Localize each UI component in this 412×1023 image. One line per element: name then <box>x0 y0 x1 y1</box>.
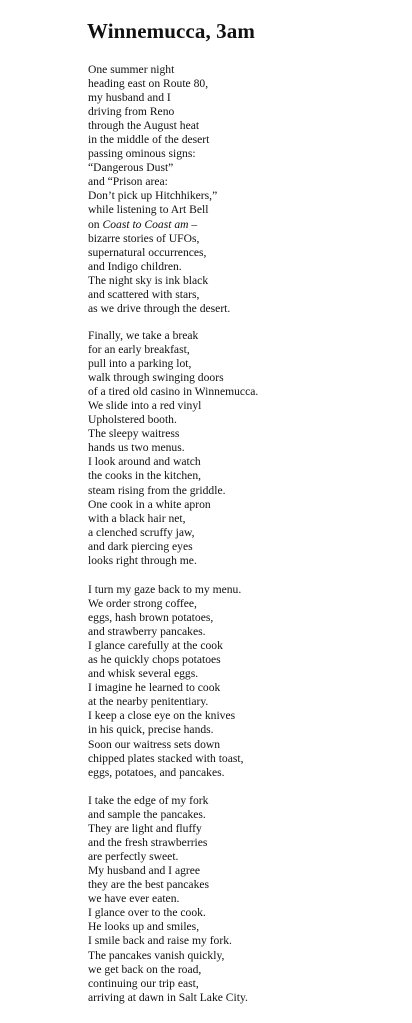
poem-line: One summer night <box>88 63 175 76</box>
poem-line: walk through swinging doors <box>88 371 224 385</box>
poem-line: and Indigo children. <box>88 259 182 273</box>
poem-line: passing ominous signs: <box>88 147 196 161</box>
poem-line: My husband and I agree <box>88 864 201 878</box>
poem-line: they are the best pancakes <box>88 878 210 892</box>
poem-line: as he quickly chops potatoes <box>88 653 221 667</box>
poem-line: bizarre stories of UFOs, <box>88 231 200 245</box>
poem-line: We slide into a red vinyl <box>88 399 202 413</box>
poem-line: as we drive through the desert. <box>88 301 231 315</box>
poem-line-with-title <box>88 218 230 232</box>
poem-line: for an early breakfast, <box>88 343 190 357</box>
poem-line: Soon our waitress sets down <box>88 737 221 751</box>
poem-line: The night sky is ink black <box>88 273 209 287</box>
poem-line: with a black hair net, <box>88 511 186 525</box>
poem-line: “Dangerous Dust” <box>88 161 174 175</box>
poem-line: driving from Reno <box>88 105 175 119</box>
poem-line: of a tired old casino in Winnemucca. <box>88 385 259 399</box>
poem-line: The pancakes vanish quickly, <box>88 948 225 962</box>
poem-line: One cook in a white apron <box>88 497 211 511</box>
poem-line: eggs, potatoes, and pancakes. <box>88 765 225 779</box>
poem-title: Winnemucca, 3am <box>87 19 255 43</box>
poem-line: I imagine he learned to cook <box>88 681 221 695</box>
poem-line: we get back on the road, <box>88 962 202 976</box>
poem-line: and strawberry pancakes. <box>88 625 206 639</box>
poem-line: and the fresh strawberries <box>88 836 208 850</box>
poem-line: They are light and fluffy <box>88 822 202 836</box>
poem-line: in his quick, precise hands. <box>88 723 214 737</box>
poem-line: Don’t pick up Hitchhikers,” <box>88 189 218 203</box>
poem-line: continuing our trip east, <box>88 976 199 990</box>
poem-line: looks right through me. <box>88 553 197 567</box>
poem-line: eggs, hash brown potatoes, <box>88 611 214 625</box>
poem-line: hands us two menus. <box>88 441 185 455</box>
poem-line: I smile back and raise my fork. <box>88 934 232 948</box>
poem-line: chipped plates stacked with toast, <box>88 751 244 765</box>
poem-line: Upholstered booth. <box>88 413 177 427</box>
stanza-3 <box>88 583 244 780</box>
poem-line: He looks up and smiles, <box>88 920 200 934</box>
poem-line: and “Prison area: <box>88 175 168 189</box>
poem-line-dash: – <box>191 217 198 231</box>
poem-line: steam rising from the griddle. <box>88 483 226 497</box>
poem-line: I glance carefully at the cook <box>88 639 223 653</box>
poem-line: my husband and I <box>88 91 171 105</box>
poem-line: I glance over to the cook. <box>88 906 206 920</box>
poem-line: arriving at dawn in Salt Lake City. <box>88 990 248 1004</box>
poem-line: Finally, we take a break <box>88 329 199 342</box>
poem-line: the cooks in the kitchen, <box>88 469 202 483</box>
poem-line: We order strong coffee, <box>88 597 197 611</box>
poem-line: and scattered with stars, <box>88 287 200 301</box>
poem-line: and dark piercing eyes <box>88 539 193 553</box>
poem-line: in the middle of the desert <box>88 133 210 147</box>
poem-line: heading east on Route 80, <box>88 77 209 91</box>
poem-line: we have ever eaten. <box>88 892 180 906</box>
poem-line: pull into a parking lot, <box>88 357 192 371</box>
poem-line: I take the edge of my fork <box>88 794 209 807</box>
radio-show-title: Coast to Coast am <box>102 217 189 231</box>
poem-line: supernatural occurrences, <box>88 245 207 259</box>
stanza-4 <box>88 794 248 1005</box>
poem-line: while listening to Art Bell <box>88 203 209 217</box>
poem-line: through the August heat <box>88 119 200 133</box>
poem-line-prefix: on <box>88 217 100 231</box>
poem-line: I look around and watch <box>88 455 201 469</box>
poem-line: and sample the pancakes. <box>88 808 206 822</box>
poem-line: at the nearby penitentiary. <box>88 695 209 709</box>
poem-line: and whisk several eggs. <box>88 667 199 681</box>
poem-line: a clenched scruffy jaw, <box>88 525 195 539</box>
stanza-2 <box>88 329 258 568</box>
poem-line: I turn my gaze back to my menu. <box>88 583 242 596</box>
poem-line: are perfectly sweet. <box>88 850 179 864</box>
poem-line: I keep a close eye on the knives <box>88 709 236 723</box>
poem-line: The sleepy waitress <box>88 427 180 441</box>
stanza-1 <box>88 63 230 316</box>
